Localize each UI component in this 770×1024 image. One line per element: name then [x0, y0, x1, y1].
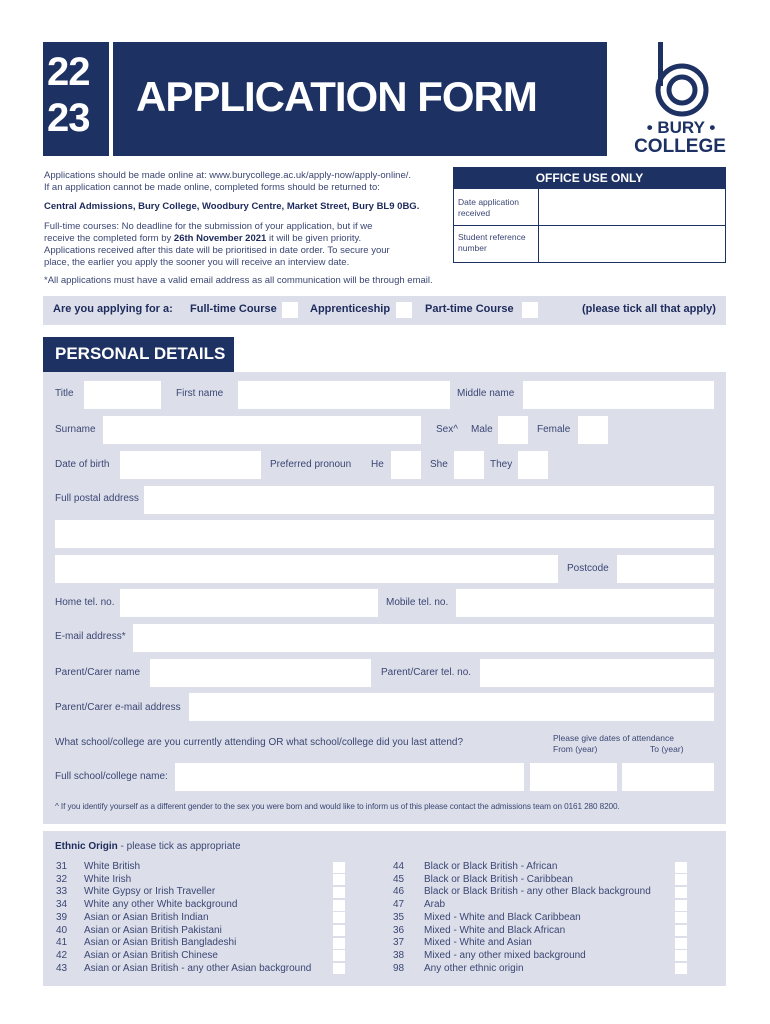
ethnic-code: 35	[393, 911, 405, 923]
surname-field[interactable]	[103, 416, 421, 444]
ethnic-checkbox[interactable]	[675, 874, 687, 885]
date-received-field[interactable]	[540, 190, 725, 224]
male-label: Male	[471, 424, 493, 435]
apprenticeship-label: Apprenticeship	[310, 303, 391, 315]
full-time-checkbox[interactable]	[282, 302, 298, 318]
ethnic-checkbox[interactable]	[333, 887, 345, 898]
sex-label: Sex^	[436, 424, 458, 435]
address-field-3[interactable]	[55, 555, 558, 583]
date-received-label: Date application received	[458, 197, 519, 218]
priority-deadline: 26th November 2021	[173, 233, 267, 244]
year-divider	[109, 42, 113, 156]
office-divider-v	[538, 189, 539, 263]
ethnic-code: 43	[56, 962, 68, 974]
ethnic-code: 33	[56, 886, 68, 898]
ethnic-label-right: Arab	[424, 899, 446, 911]
address-field-1[interactable]	[144, 486, 714, 514]
ethnic-code: 38	[393, 949, 405, 961]
gender-note: ^ If you identify yourself as a different gender to the sex you were born and would like to inform us of this please contact the admissions team on 0161 280 8200.	[55, 802, 620, 811]
intro-para-4: place, the earlier you apply the sooner you will receive an interview date.	[44, 257, 350, 268]
postcode-label: Postcode	[567, 563, 609, 574]
ethnic-checkbox[interactable]	[675, 887, 687, 898]
to-year-field[interactable]	[622, 763, 714, 791]
ethnic-checkbox[interactable]	[333, 874, 345, 885]
ethnic-code: 37	[393, 937, 405, 949]
pronoun-label: Preferred pronoun	[270, 459, 352, 470]
ethnic-title	[55, 841, 241, 852]
ethnic-label-right: Any other ethnic origin	[424, 962, 524, 974]
ethnic-code: 47	[393, 899, 405, 911]
full-time-label: Full-time Course	[190, 303, 277, 315]
mobile-tel-label: Mobile tel. no.	[386, 597, 449, 608]
parent-tel-field[interactable]	[480, 659, 714, 687]
school-name-field[interactable]	[175, 763, 524, 791]
dates-attendance-note: Please give dates of attendance	[553, 733, 674, 743]
ethnic-code: 40	[56, 924, 68, 936]
ethnic-checkbox[interactable]	[333, 912, 345, 923]
ethnic-code: 36	[393, 924, 405, 936]
ethnic-checkbox[interactable]	[675, 900, 687, 911]
ethnic-checkbox[interactable]	[675, 912, 687, 923]
intro-line-1: Applications should be made online at: www.burycollege.ac.uk/apply-now/apply-online/.	[44, 170, 412, 181]
ethnic-label-right: Mixed - White and Black African	[424, 924, 566, 936]
email-label: E-mail address*	[55, 631, 126, 642]
email-field[interactable]	[133, 624, 714, 652]
dob-label: Date of birth	[55, 459, 110, 470]
ethnic-title-bold: Ethnic Origin	[55, 841, 118, 852]
parent-tel-label: Parent/Carer tel. no.	[381, 667, 472, 678]
student-ref-field[interactable]	[540, 226, 725, 262]
intro-para-2-post: it will be given priority.	[266, 233, 362, 244]
ethnic-label-left: White Gypsy or Irish Traveller	[84, 886, 216, 898]
ethnic-code: 98	[393, 962, 405, 974]
parent-email-field[interactable]	[189, 693, 714, 721]
ethnic-checkbox[interactable]	[333, 900, 345, 911]
intro-para-1: Full-time courses: No deadline for the submission of your application, but if we	[44, 221, 373, 232]
office-use-title: OFFICE USE ONLY	[535, 171, 644, 185]
personal-details-heading: PERSONAL DETAILS	[55, 344, 226, 363]
ethnic-label-left: Asian or Asian British Bangladeshi	[84, 937, 237, 949]
year-bottom: 23	[47, 96, 90, 140]
intro-para-3: Applications received after this date will be prioritised in date order. To secure your	[44, 245, 390, 256]
year-top: 22	[47, 50, 90, 94]
part-time-label: Part-time Course	[425, 303, 514, 315]
school-name-label: Full school/college name:	[55, 771, 168, 782]
ethnic-checkbox[interactable]	[333, 950, 345, 961]
surname-label: Surname	[55, 424, 96, 435]
ethnic-label-right: Black or Black British - African	[424, 861, 558, 872]
ethnic-checkbox[interactable]	[333, 925, 345, 936]
home-tel-label: Home tel. no.	[55, 597, 115, 608]
ethnic-label-left: White British	[84, 861, 141, 872]
parent-email-label: Parent/Carer e-mail address	[55, 702, 181, 713]
ethnic-code: 41	[56, 937, 68, 949]
to-year-label: To (year)	[650, 744, 684, 754]
first-name-field[interactable]	[238, 381, 450, 409]
from-year-label: From (year)	[553, 744, 598, 754]
intro-para-2-pre: receive the completed form by	[44, 233, 174, 244]
address-field-2[interactable]	[55, 520, 714, 548]
intro-line-2: If an application cannot be made online, completed forms should be returned to:	[44, 182, 380, 193]
ethnic-label-right: Mixed - White and Asian	[424, 937, 532, 949]
page-title: APPLICATION FORM	[136, 73, 537, 120]
ethnic-code: 34	[56, 899, 68, 911]
ethnic-checkbox[interactable]	[675, 925, 687, 936]
ethnic-label-left: White Irish	[84, 873, 132, 885]
ethnic-code: 31	[56, 861, 68, 872]
pronoun-she-checkbox[interactable]	[454, 451, 484, 479]
first-name-label: First name	[176, 388, 224, 399]
middle-name-label: Middle name	[457, 388, 515, 399]
postcode-field[interactable]	[617, 555, 714, 583]
pronoun-she-label: She	[430, 459, 448, 470]
parent-name-label: Parent/Carer name	[55, 667, 141, 678]
ethnic-label-left: Asian or Asian British Chinese	[84, 949, 218, 961]
ethnic-checkbox[interactable]	[333, 938, 345, 949]
apprenticeship-checkbox[interactable]	[396, 302, 412, 318]
ethnic-subtitle: - please tick as appropriate	[117, 841, 241, 852]
ethnic-checkbox[interactable]	[675, 950, 687, 961]
email-note: *All applications must have a valid email address as all communication will be through email.	[44, 275, 433, 286]
ethnic-code: 42	[56, 949, 68, 961]
ethnic-label-right: Black or Black British - any other Black background	[424, 886, 651, 898]
ethnic-code: 39	[56, 911, 68, 923]
home-tel-field[interactable]	[120, 589, 378, 617]
address-label: Full postal address	[55, 493, 139, 504]
ethnic-label-right: Mixed - White and Black Caribbean	[424, 911, 581, 923]
title-label: Title	[55, 388, 74, 399]
ethnic-checkbox[interactable]	[675, 938, 687, 949]
student-ref-label: Student reference number	[458, 232, 526, 253]
ethnic-label-left: Asian or Asian British Indian	[84, 911, 209, 923]
female-label: Female	[537, 424, 571, 435]
ethnic-checkbox[interactable]	[675, 862, 687, 873]
pronoun-he-label: He	[371, 459, 384, 470]
pronoun-they-checkbox[interactable]	[518, 451, 548, 479]
title-field[interactable]	[84, 381, 161, 409]
male-checkbox[interactable]	[498, 416, 528, 444]
part-time-checkbox[interactable]	[522, 302, 538, 318]
pronoun-they-label: They	[490, 459, 513, 470]
middle-name-field[interactable]	[523, 381, 714, 409]
ethnic-checkbox[interactable]	[333, 862, 345, 873]
mobile-tel-field[interactable]	[456, 589, 714, 617]
from-year-field[interactable]	[530, 763, 617, 791]
ethnic-label-left: Asian or Asian British - any other Asian background	[84, 962, 312, 974]
intro-address: Central Admissions, Bury College, Woodbury Centre, Market Street, Bury BL9 0BG.	[44, 201, 420, 212]
ethnic-code: 45	[393, 873, 405, 885]
intro-para-2	[44, 233, 361, 245]
ethnic-label-left: White any other White background	[84, 899, 238, 911]
apply-question: Are you applying for a:	[53, 303, 173, 315]
parent-name-field[interactable]	[150, 659, 371, 687]
school-question: What school/college are you currently attending OR what school/college did you last attend?	[55, 737, 464, 748]
ethnic-checkbox[interactable]	[333, 963, 345, 974]
pronoun-he-checkbox[interactable]	[391, 451, 421, 479]
ethnic-label-left: Asian or Asian British Pakistani	[84, 924, 222, 936]
logo-text-college: COLLEGE	[634, 136, 726, 157]
female-checkbox[interactable]	[578, 416, 608, 444]
ethnic-code: 44	[393, 861, 405, 872]
bury-college-logo-icon	[648, 40, 718, 120]
ethnic-code: 32	[56, 873, 68, 885]
ethnic-checkbox[interactable]	[675, 963, 687, 974]
dob-field[interactable]	[120, 451, 261, 479]
ethnic-label-right: Mixed - any other mixed background	[424, 949, 586, 961]
logo-text-bury: • BURY •	[646, 118, 716, 137]
ethnic-code: 46	[393, 886, 405, 898]
ethnic-label-right: Black or Black British - Caribbean	[424, 873, 573, 885]
tick-all-note: (please tick all that apply)	[582, 303, 716, 315]
